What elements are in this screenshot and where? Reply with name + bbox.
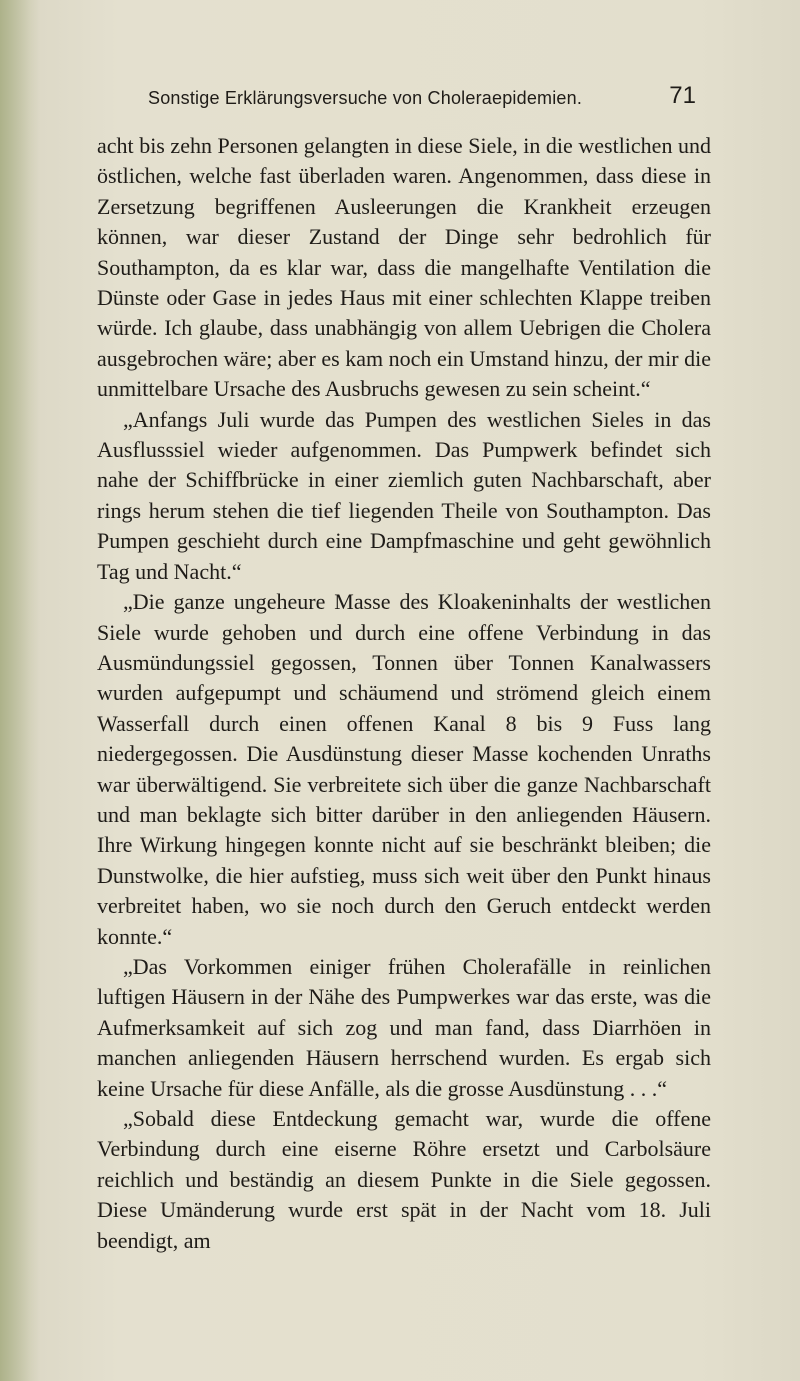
page-number: 71 [669, 82, 696, 109]
running-title: Sonstige Erklärungsversuche von Choleraepidemien. [148, 88, 583, 108]
paragraph: „Sobald diese Entdeckung gemacht war, wurde die offene Verbindung durch eine eiserne Röhre ersetzt und Carbolsäure reichlich und beständig an diesem Punkte in die Siele gegossen. Diese Umänderung wurde erst spät in der Nacht vom 18. Juli beendigt, am [97, 1106, 711, 1253]
body-text [97, 131, 711, 1256]
paragraph: „Das Vorkommen einiger frühen Cholerafälle in reinlichen luftigen Häusern in der Nähe des Pumpwerkes war das erste, was die Aufmerksamkeit auf sich zog und man fand, dass Diarrhöen in manchen anliegenden Häusern herrschend wurden. Es ergab sich keine Ursache für diese Anfälle, als die grosse Ausdünstung . . .“ [97, 953, 711, 1101]
paragraph: „Die ganze ungeheure Masse des Kloakeninhalts der westlichen Siele wurde gehoben und durch eine offene Verbindung in das Ausmündungssiel gegossen, Tonnen über Tonnen Kanalwassers wurden aufgepumpt und schäumend und strömend gleich einem Wasserfall durch einen offenen Kanal 8 bis 9 Fuss lang niedergegossen. Die Ausdünstung dieser Masse kochenden Unraths war überwältigend. Sie verbreitete sich über die ganze Nachbarschaft und man beklagte sich bitter darüber in den anliegenden Häusern. Ihre Wirkung hingegen konnte nicht auf sie beschränkt bleiben; die Dunstwolke, die hier aufstieg, muss sich weit über den Punkt hinaus verbreitet haben, wo sie noch durch den Geruch entdeckt werden konnte.“ [97, 589, 711, 949]
paragraph: acht bis zehn Personen gelangten in diese Siele, in die westlichen und östlichen, welche fast überladen waren. Angenommen, dass diese in Zersetzung begriffenen Ausleerungen die Krankheit erzeugen können, war dieser Zustand der Dinge sehr bedrohlich für Southampton, da es klar war, dass die mangelhafte Ventilation die Dünste oder Gase in jedes Haus mit einer schlechten Klappe treiben würde. Ich glaube, dass unabhängig von allem Uebrigen die Cholera ausgebrochen wäre; aber es kam noch ein Umstand hinzu, der mir die unmittelbare Ursache des Ausbruchs gewesen zu sein scheint.“ [97, 133, 711, 402]
paragraph: „Anfangs Juli wurde das Pumpen des westlichen Sieles in das Ausflusssiel wieder aufgenommen. Das Pumpwerk befindet sich nahe der Schiffbrücke in einer ziemlich guten Nachbarschaft, aber rings herum stehen die tief liegenden Theile von Southampton. Das Pumpen geschieht durch eine Dampfmaschine und geht gewöhnlich Tag und Nacht.“ [97, 406, 711, 584]
page-header [148, 84, 696, 116]
